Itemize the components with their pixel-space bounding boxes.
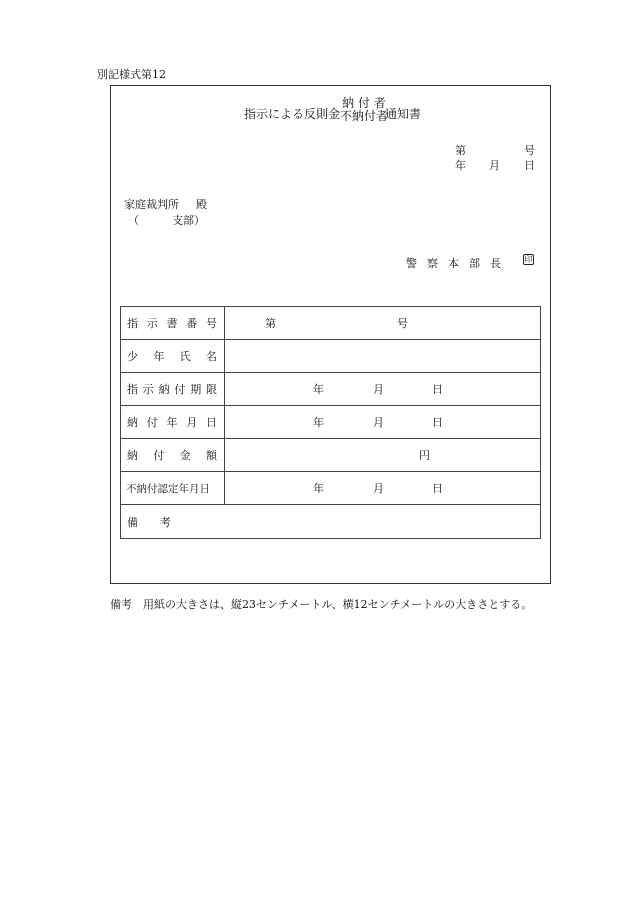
row-label-payment-deadline: 指 示 納 付 期 限 bbox=[121, 373, 225, 406]
addressee-court: 家庭裁判所 bbox=[124, 198, 179, 211]
row-label-payment-amount: 納 付 金 額 bbox=[121, 439, 225, 472]
row-label-juvenile-name: 少 年 氏 名 bbox=[121, 340, 225, 373]
table-row bbox=[121, 340, 541, 373]
title-prefix: 指示による反則金 bbox=[244, 107, 341, 121]
sender-char: 部 bbox=[469, 257, 480, 270]
seal-mark bbox=[523, 254, 534, 265]
table-row bbox=[121, 307, 541, 340]
nonpayment-date-field[interactable] bbox=[225, 472, 541, 505]
day-label: 日 bbox=[432, 482, 443, 495]
day-label: 日 bbox=[432, 416, 443, 429]
title-suffix: 通知書 bbox=[385, 107, 422, 121]
seal-char: 印 bbox=[524, 255, 533, 264]
table-row bbox=[121, 373, 541, 406]
sender-char: 察 bbox=[427, 257, 438, 270]
year-label: 年 bbox=[313, 482, 324, 495]
number-dai: 第 bbox=[455, 144, 466, 157]
sender-title bbox=[406, 255, 501, 271]
row-label-payment-date: 納 付 年 月 日 bbox=[121, 406, 225, 439]
yen-label: 円 bbox=[419, 449, 430, 462]
year-label: 年 bbox=[313, 416, 324, 429]
remarks-label: 備 考 bbox=[127, 515, 171, 529]
payment-amount-field[interactable] bbox=[225, 439, 541, 472]
addressee-branch: （ 支部） bbox=[128, 214, 205, 227]
row-label-nonpayment-date: 不納付認定年月日 bbox=[121, 472, 225, 505]
title-option-payer: 納 付 者 bbox=[342, 96, 386, 110]
footer-note: 備考 用紙の大きさは、縦23センチメートル、横12センチメートルの大きさとする。 bbox=[110, 598, 533, 611]
table-row bbox=[121, 406, 541, 439]
sender-char: 警 bbox=[406, 257, 417, 270]
juvenile-name-field[interactable] bbox=[225, 340, 541, 373]
sender-char: 本 bbox=[448, 257, 459, 270]
number-go-label: 号 bbox=[397, 317, 408, 330]
payment-date-field[interactable] bbox=[225, 406, 541, 439]
date-month: 月 bbox=[489, 159, 500, 172]
table-row bbox=[121, 439, 541, 472]
month-label: 月 bbox=[373, 383, 384, 396]
date-year: 年 bbox=[455, 159, 466, 172]
notice-table bbox=[120, 306, 541, 539]
form-number-label: 別記様式第12 bbox=[97, 68, 166, 81]
date-day: 日 bbox=[524, 159, 535, 172]
table-row bbox=[121, 505, 541, 539]
number-dai-label: 第 bbox=[265, 317, 276, 330]
addressee-honorific: 殿 bbox=[196, 198, 207, 211]
payment-deadline-field[interactable] bbox=[225, 373, 541, 406]
number-go: 号 bbox=[524, 144, 535, 157]
row-label-instruction-number: 指 示 書 番 号 bbox=[121, 307, 225, 340]
year-label: 年 bbox=[313, 383, 324, 396]
sender-char: 長 bbox=[490, 257, 501, 270]
table-row bbox=[121, 472, 541, 505]
title-stacked-option bbox=[340, 97, 388, 123]
remarks-field[interactable] bbox=[121, 505, 541, 539]
day-label: 日 bbox=[432, 383, 443, 396]
month-label: 月 bbox=[373, 482, 384, 495]
month-label: 月 bbox=[373, 416, 384, 429]
title-option-nonpayer: 不納付者 bbox=[340, 109, 389, 123]
instruction-number-field[interactable] bbox=[225, 307, 541, 340]
